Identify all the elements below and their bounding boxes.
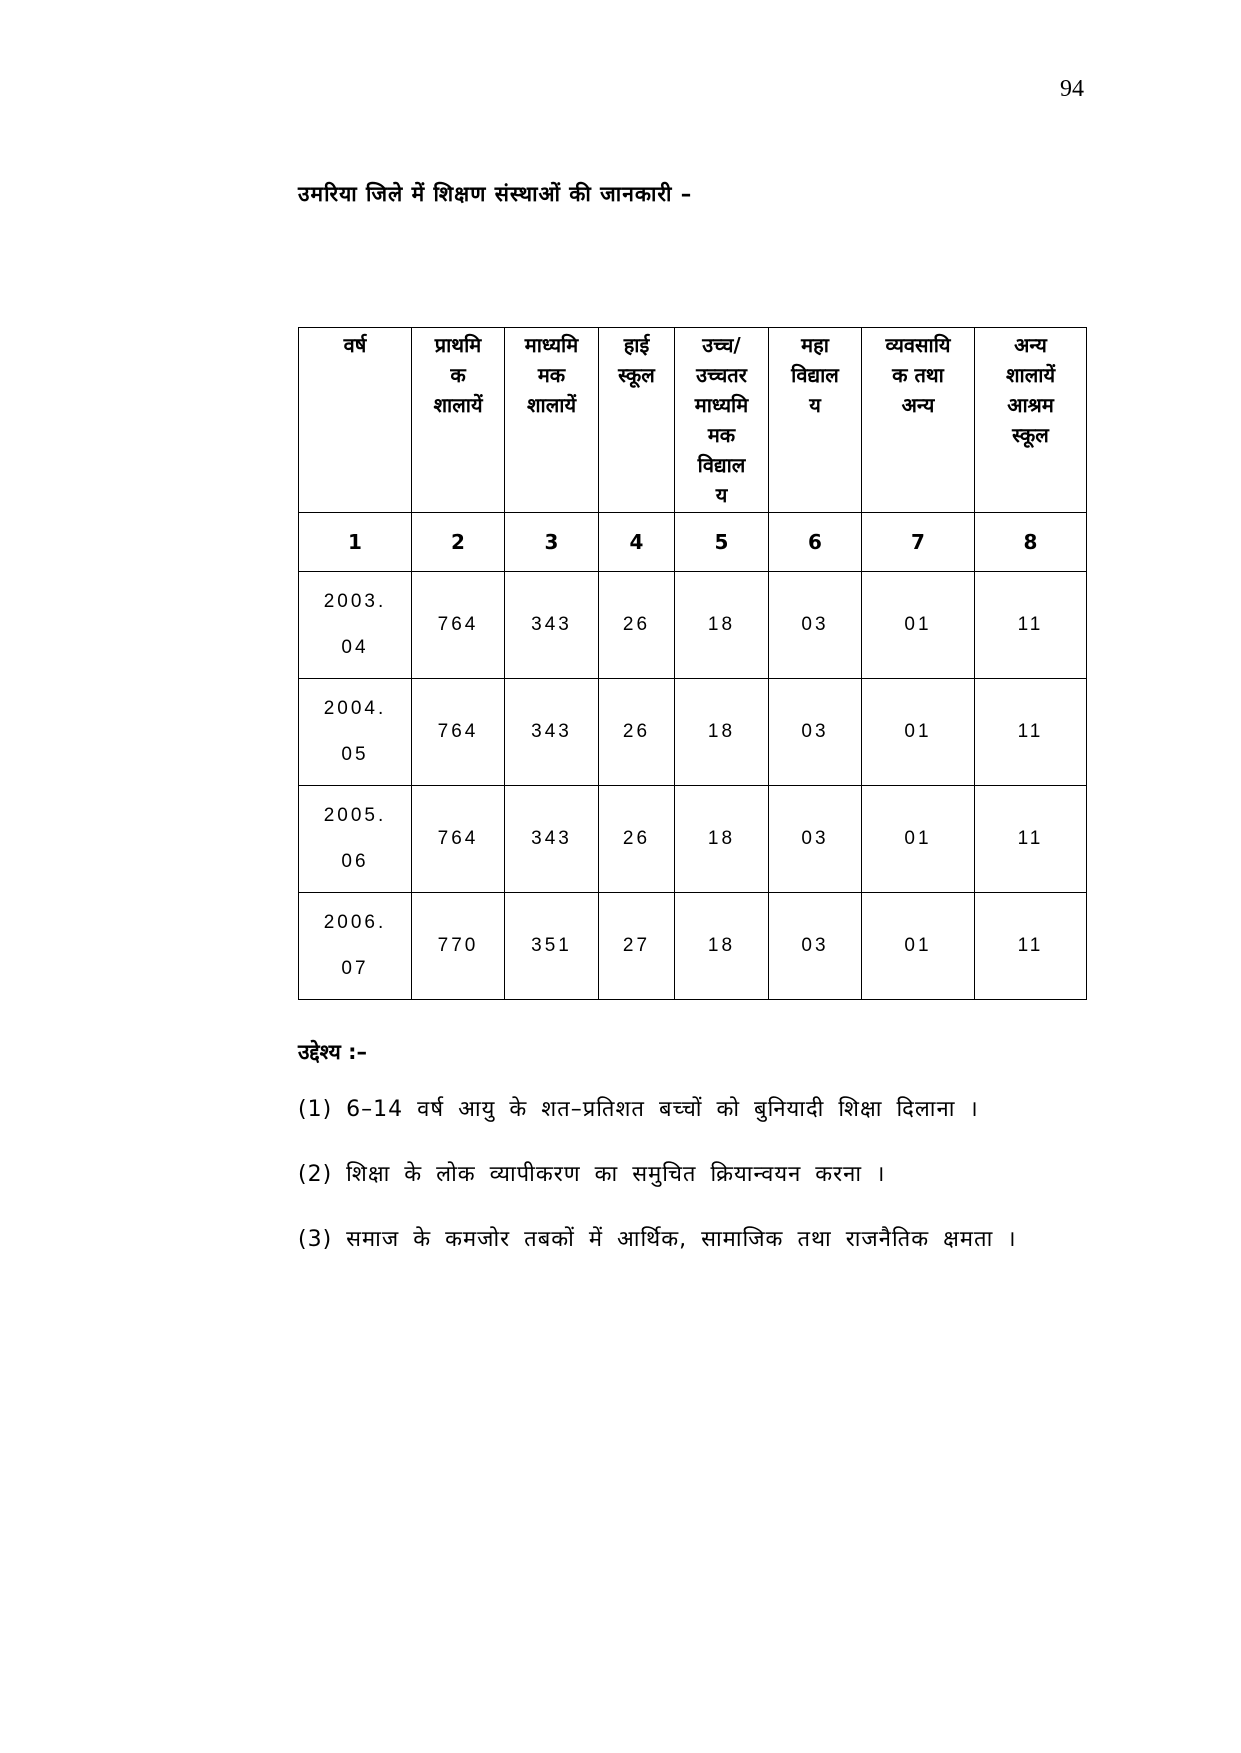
value-cell: 11: [975, 786, 1087, 893]
column-number: 5: [675, 513, 769, 572]
value-cell: 343: [505, 786, 599, 893]
column-number: 8: [975, 513, 1087, 572]
column-number: 1: [299, 513, 412, 572]
value-cell: 27: [599, 893, 675, 1000]
year-cell: 2004. 05: [299, 679, 412, 786]
table-row: [299, 679, 1087, 786]
value-cell: 764: [412, 572, 505, 679]
header-year: वर्ष: [299, 328, 412, 513]
value-cell: 01: [862, 893, 975, 1000]
objectives-title: उद्देश्य :–: [298, 1040, 367, 1064]
value-cell: 26: [599, 786, 675, 893]
value-cell: 03: [769, 572, 862, 679]
year-cell: 2005. 06: [299, 786, 412, 893]
header-college: महा विद्याल य: [769, 328, 862, 513]
objective-item: (3) समाज के कमजोर तबकों में आर्थिक, सामाजिक तथा राजनैतिक क्षमता ।: [298, 1227, 1017, 1252]
column-number: 2: [412, 513, 505, 572]
year-cell: 2006. 07: [299, 893, 412, 1000]
value-cell: 01: [862, 679, 975, 786]
value-cell: 18: [675, 679, 769, 786]
value-cell: 764: [412, 786, 505, 893]
header-middle-schools: माध्यमि मक शालायें: [505, 328, 599, 513]
page-heading: उमरिया जिले में शिक्षण संस्थाओं की जानकारी –: [298, 182, 693, 206]
header-higher-secondary: उच्च/ उच्चतर माध्यमि मक विद्याल य: [675, 328, 769, 513]
value-cell: 26: [599, 572, 675, 679]
header-other-schools: अन्य शालायें आश्रम स्कूल: [975, 328, 1087, 513]
value-cell: 11: [975, 679, 1087, 786]
table-row: [299, 572, 1087, 679]
value-cell: 11: [975, 572, 1087, 679]
value-cell: 18: [675, 786, 769, 893]
table-header-row: [299, 328, 1087, 513]
table-row: [299, 786, 1087, 893]
column-number-row: [299, 513, 1087, 572]
table-row: [299, 893, 1087, 1000]
value-cell: 343: [505, 572, 599, 679]
value-cell: 01: [862, 786, 975, 893]
objective-item: (1) 6–14 वर्ष आयु के शत–प्रतिशत बच्चों को बुनियादी शिक्षा दिलाना ।: [298, 1097, 979, 1122]
column-number: 7: [862, 513, 975, 572]
header-high-school: हाई स्कूल: [599, 328, 675, 513]
value-cell: 26: [599, 679, 675, 786]
value-cell: 351: [505, 893, 599, 1000]
value-cell: 03: [769, 786, 862, 893]
value-cell: 01: [862, 572, 975, 679]
value-cell: 343: [505, 679, 599, 786]
value-cell: 11: [975, 893, 1087, 1000]
header-vocational: व्यवसायि क तथा अन्य: [862, 328, 975, 513]
column-number: 6: [769, 513, 862, 572]
institutions-table: [298, 327, 1087, 1000]
year-cell: 2003. 04: [299, 572, 412, 679]
page-number: 94: [1060, 76, 1084, 102]
column-number: 4: [599, 513, 675, 572]
value-cell: 18: [675, 572, 769, 679]
value-cell: 18: [675, 893, 769, 1000]
value-cell: 770: [412, 893, 505, 1000]
value-cell: 764: [412, 679, 505, 786]
column-number: 3: [505, 513, 599, 572]
objective-item: (2) शिक्षा के लोक व्यापीकरण का समुचित क्रियान्वयन करना ।: [298, 1162, 886, 1187]
value-cell: 03: [769, 679, 862, 786]
header-primary-schools: प्राथमि क शालायें: [412, 328, 505, 513]
value-cell: 03: [769, 893, 862, 1000]
